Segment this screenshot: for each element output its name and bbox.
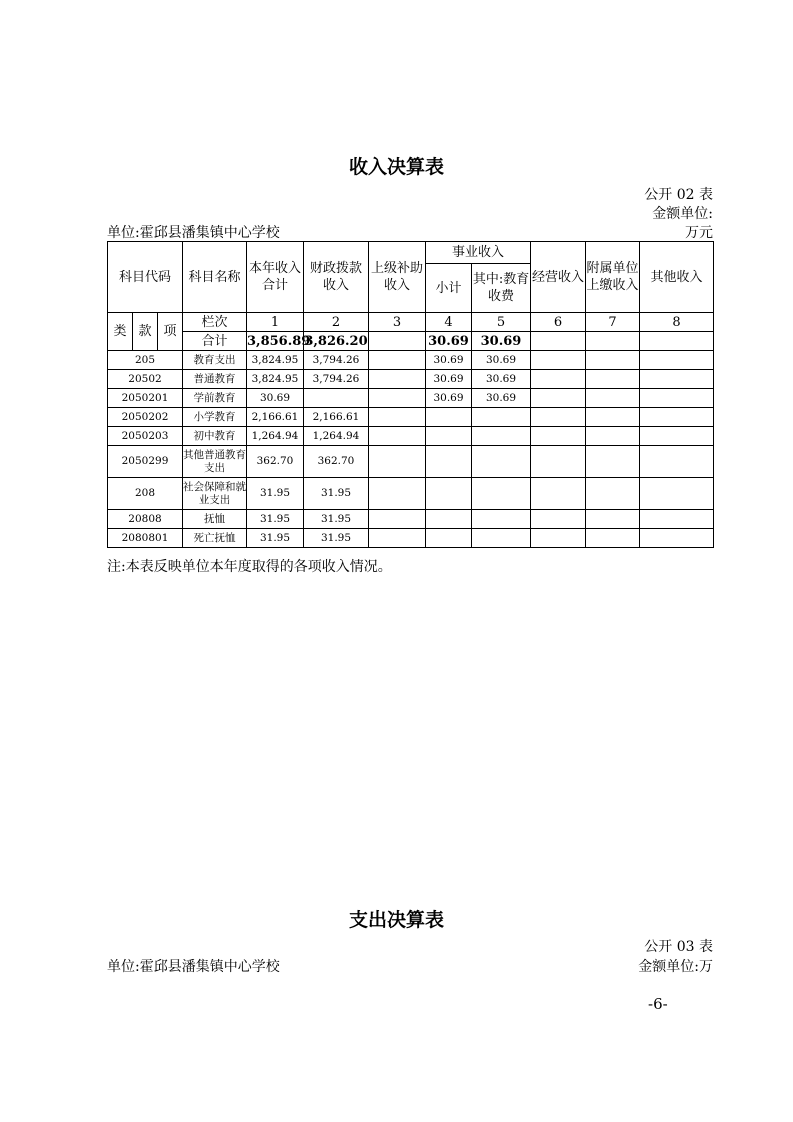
row-edu-fee: 30.69 <box>472 389 531 408</box>
row-code: 2050201 <box>108 389 183 408</box>
total-label: 合计 <box>183 332 247 351</box>
row-subsidy <box>369 389 426 408</box>
row-subsidy <box>369 510 426 529</box>
row-subtotal <box>426 408 472 427</box>
row-subtotal <box>426 427 472 446</box>
row-operating <box>531 510 586 529</box>
row-operating <box>531 389 586 408</box>
total-subtotal: 30.69 <box>426 332 472 351</box>
table-row <box>108 510 714 529</box>
row-fiscal: 31.95 <box>304 529 369 548</box>
row-subtotal: 30.69 <box>426 351 472 370</box>
row-other <box>640 529 714 548</box>
row-subsidy <box>369 351 426 370</box>
header-row-3 <box>108 313 714 332</box>
total-row <box>108 332 714 351</box>
row-subsidy <box>369 427 426 446</box>
expense-table-title: 支出决算表 <box>348 909 444 931</box>
table-row <box>108 446 714 478</box>
total-operating <box>531 332 586 351</box>
unit-label: 单位: <box>107 225 140 241</box>
header-other: 其他收入 <box>640 242 714 313</box>
row-other <box>640 351 714 370</box>
row-affiliated <box>586 408 640 427</box>
row-affiliated <box>586 446 640 478</box>
row-subtotal <box>426 529 472 548</box>
col-num-3: 3 <box>369 313 426 332</box>
row-affiliated <box>586 389 640 408</box>
header-fiscal: 财政拨款收入 <box>304 242 369 313</box>
row-subtotal <box>426 510 472 529</box>
row-fiscal: 3,794.26 <box>304 370 369 389</box>
col-num-8: 8 <box>640 313 714 332</box>
row-other <box>640 370 714 389</box>
table-row <box>108 351 714 370</box>
income-table <box>107 241 714 548</box>
header-column-no: 栏次 <box>183 313 247 332</box>
row-subtotal <box>426 478 472 510</box>
row-total: 31.95 <box>247 478 304 510</box>
row-code: 20808 <box>108 510 183 529</box>
header-xiang: 项 <box>158 313 183 351</box>
row-name: 其他普通教育支出 <box>183 446 247 478</box>
row-edu-fee <box>472 408 531 427</box>
row-name: 社会保障和就业支出 <box>183 478 247 510</box>
header-code: 科目代码 <box>108 242 183 313</box>
total-other <box>640 332 714 351</box>
row-total: 30.69 <box>247 389 304 408</box>
row-total: 1,264.94 <box>247 427 304 446</box>
row-other <box>640 510 714 529</box>
row-code: 2050299 <box>108 446 183 478</box>
col-num-6: 6 <box>531 313 586 332</box>
row-total: 2,166.61 <box>247 408 304 427</box>
row-other <box>640 427 714 446</box>
col-num-4: 4 <box>426 313 472 332</box>
header-name: 科目名称 <box>183 242 247 313</box>
row-operating <box>531 529 586 548</box>
income-table-title: 收入决算表 <box>348 156 444 178</box>
table-row <box>108 389 714 408</box>
row-affiliated <box>586 370 640 389</box>
row-total: 3,824.95 <box>247 351 304 370</box>
header-operating: 经营收入 <box>531 242 586 313</box>
row-operating <box>531 370 586 389</box>
row-name: 初中教育 <box>183 427 247 446</box>
income-amount-unit-label: 金额单位: <box>652 206 713 222</box>
row-fiscal: 1,264.94 <box>304 427 369 446</box>
row-operating <box>531 478 586 510</box>
row-total: 3,824.95 <box>247 370 304 389</box>
header-subtotal: 小计 <box>426 264 472 313</box>
row-subtotal: 30.69 <box>426 389 472 408</box>
unit-label: 单位: <box>107 959 140 975</box>
row-total: 31.95 <box>247 510 304 529</box>
row-fiscal: 31.95 <box>304 478 369 510</box>
row-affiliated <box>586 529 640 548</box>
row-edu-fee <box>472 478 531 510</box>
row-edu-fee <box>472 529 531 548</box>
table-row <box>108 427 714 446</box>
row-code: 205 <box>108 351 183 370</box>
expense-form-number: 公开 03 表 <box>644 939 713 955</box>
row-total: 362.70 <box>247 446 304 478</box>
header-lei: 类 <box>108 313 133 351</box>
header-kuan: 款 <box>133 313 158 351</box>
row-operating <box>531 351 586 370</box>
header-affiliated: 附属单位上缴收入 <box>586 242 640 313</box>
row-code: 208 <box>108 478 183 510</box>
header-total: 本年收入合计 <box>247 242 304 313</box>
row-other <box>640 408 714 427</box>
expense-amount-unit: 金额单位:万 <box>638 959 713 975</box>
income-form-number: 公开 02 表 <box>644 187 713 203</box>
row-name: 抚恤 <box>183 510 247 529</box>
row-fiscal: 31.95 <box>304 510 369 529</box>
row-name: 死亡抚恤 <box>183 529 247 548</box>
row-edu-fee: 30.69 <box>472 351 531 370</box>
row-code: 2080801 <box>108 529 183 548</box>
page-number: -6- <box>648 995 668 1013</box>
row-subsidy <box>369 478 426 510</box>
row-subsidy <box>369 370 426 389</box>
row-total: 31.95 <box>247 529 304 548</box>
header-row-1 <box>108 242 714 264</box>
col-num-5: 5 <box>472 313 531 332</box>
header-edu-fee: 其中:教育收费 <box>472 264 531 313</box>
row-fiscal <box>304 389 369 408</box>
header-subsidy: 上级补助收入 <box>369 242 426 313</box>
table-row <box>108 529 714 548</box>
row-name: 普通教育 <box>183 370 247 389</box>
row-subsidy <box>369 408 426 427</box>
total-edu-fee: 30.69 <box>472 332 531 351</box>
total-total: 3,856.89 <box>247 333 311 349</box>
row-subsidy <box>369 529 426 548</box>
unit-name: 霍邱县潘集镇中心学校 <box>139 225 280 241</box>
row-affiliated <box>586 510 640 529</box>
row-other <box>640 389 714 408</box>
row-edu-fee: 30.69 <box>472 370 531 389</box>
row-name: 小学教育 <box>183 408 247 427</box>
row-operating <box>531 427 586 446</box>
row-name: 教育支出 <box>183 351 247 370</box>
row-subtotal <box>426 446 472 478</box>
row-affiliated <box>586 478 640 510</box>
row-edu-fee <box>472 427 531 446</box>
header-business: 事业收入 <box>426 242 531 264</box>
table-row <box>108 408 714 427</box>
total-subsidy <box>369 332 426 351</box>
row-code: 2050203 <box>108 427 183 446</box>
unit-name: 霍邱县潘集镇中心学校 <box>139 959 280 975</box>
row-affiliated <box>586 427 640 446</box>
col-num-7: 7 <box>586 313 640 332</box>
row-operating <box>531 408 586 427</box>
row-operating <box>531 446 586 478</box>
row-edu-fee <box>472 446 531 478</box>
table-row <box>108 478 714 510</box>
row-affiliated <box>586 351 640 370</box>
expense-unit-line <box>107 956 280 976</box>
row-other <box>640 478 714 510</box>
row-name: 学前教育 <box>183 389 247 408</box>
total-fiscal: 3,826.20 <box>304 333 368 349</box>
row-fiscal: 362.70 <box>304 446 369 478</box>
total-affiliated <box>586 332 640 351</box>
row-code: 2050202 <box>108 408 183 427</box>
row-other <box>640 446 714 478</box>
row-subtotal: 30.69 <box>426 370 472 389</box>
row-code: 20502 <box>108 370 183 389</box>
row-subsidy <box>369 446 426 478</box>
income-amount-unit-value: 万元 <box>685 225 713 241</box>
row-fiscal: 2,166.61 <box>304 408 369 427</box>
income-unit-line <box>107 222 280 242</box>
row-fiscal: 3,794.26 <box>304 351 369 370</box>
col-num-1: 1 <box>247 313 304 332</box>
col-num-2: 2 <box>304 313 369 332</box>
income-table-note: 注:本表反映单位本年度取得的各项收入情况。 <box>107 559 392 575</box>
row-edu-fee <box>472 510 531 529</box>
table-row <box>108 370 714 389</box>
